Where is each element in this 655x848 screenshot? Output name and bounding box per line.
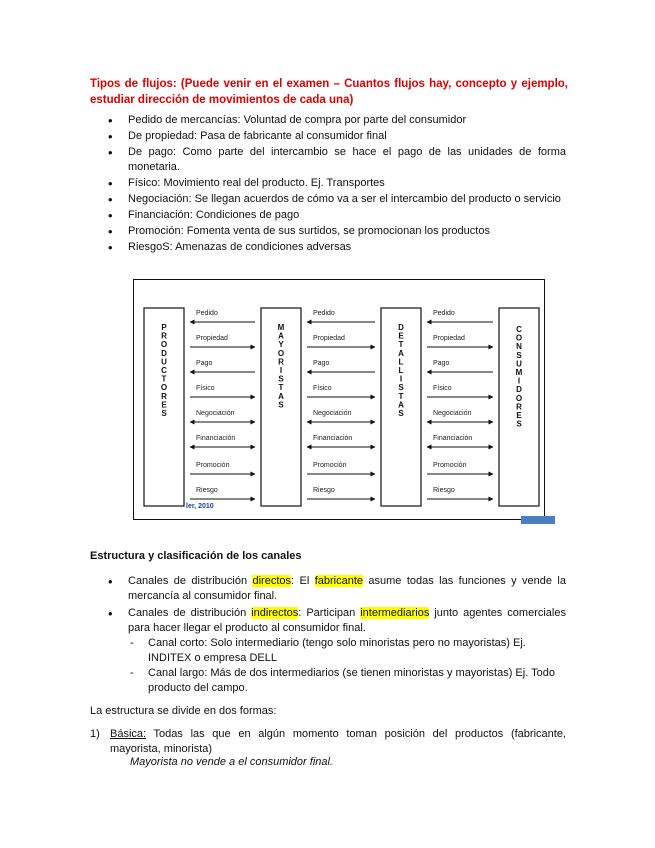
highlight-intermediarios: intermediarios [360, 607, 430, 619]
italic-note: Mayorista no vende a el consumidor final. [130, 756, 333, 768]
text-run: Canales de distribución [128, 575, 253, 587]
source-fragment: ler, 2010 [186, 503, 214, 510]
flow-label: Físico [313, 385, 332, 392]
entity-letter: R [516, 402, 522, 412]
text-run: : Participan [298, 607, 361, 619]
item-body [90, 727, 566, 757]
entity-letter: S [278, 400, 284, 410]
entity-letter: U [516, 359, 522, 369]
flow-label: Propiedad [313, 335, 345, 342]
entity-letter: E [161, 400, 167, 410]
flow-label: Propiedad [196, 335, 228, 342]
flow-label: Financiación [196, 435, 236, 442]
entity-letter: S [398, 383, 404, 393]
list-item: • Negociación: Se llegan acuerdos de cómo va a ser el intercambio del producto o servicio [108, 192, 566, 207]
entity-letter: S [398, 409, 404, 418]
entity-letter: D [398, 323, 404, 332]
entity-letter: N [516, 342, 522, 352]
entity-letter: C [516, 325, 522, 334]
flow-types-list [108, 113, 566, 256]
structure-intro: La estructura se divide en dos formas: [90, 705, 277, 717]
text-run: asume todas las funciones y vende la mercancía al consumidor final. [128, 575, 566, 602]
entity-letter: A [278, 391, 284, 401]
entity-letter: R [161, 391, 167, 401]
list-item [108, 574, 566, 604]
entity-letter: O [160, 383, 168, 393]
entity-letter: U [161, 357, 167, 367]
flow-label: Pedido [313, 310, 335, 317]
entity-letter: A [398, 348, 404, 358]
flow-types-heading: Tipos de flujos: (Puede venir en el examen – Cuantos flujos hay, concepto y ejemplo, estudiar dirección de movimientos de cada una) [90, 78, 568, 106]
flow-label: Pedido [196, 310, 218, 317]
highlight-indirectos: indirectos [251, 607, 299, 619]
entity-letter: Y [278, 340, 284, 350]
entity-letter: E [398, 331, 404, 341]
entity-letter: A [278, 331, 284, 341]
list-item [108, 606, 566, 696]
entity-letter: T [278, 383, 284, 393]
item-number: 1) [90, 728, 100, 740]
text-run: junto agentes comerciales para hacer llegar el producto al consumidor final. [128, 607, 566, 634]
list-item: • Financiación: Condiciones de pago [108, 208, 566, 223]
basic-structure-item [90, 727, 566, 757]
flow-label: Físico [433, 385, 452, 392]
entity-letter: I [517, 376, 521, 386]
sub-list [128, 636, 566, 696]
flow-label: Financiación [313, 435, 353, 442]
entity-letter: M [277, 323, 285, 332]
flow-label: Riesgo [313, 487, 335, 494]
entity-letter: S [161, 409, 167, 418]
entity-letter: I [399, 374, 403, 384]
flow-diagram [133, 279, 545, 520]
flow-label: Propiedad [433, 335, 465, 342]
entity-letter: L [398, 357, 404, 367]
list-item: • Físico: Movimiento real del producto. Ej. Transportes [108, 176, 566, 191]
entity-letter: E [516, 411, 522, 420]
entity-letter: I [279, 366, 283, 375]
flow-label: Riesgo [196, 487, 218, 494]
flow-label: Pago [313, 360, 330, 367]
entity-letter: S [516, 419, 522, 429]
entity-letter: S [278, 374, 284, 384]
flow-label: Financiación [433, 435, 473, 442]
list-item: • De pago: Como parte del intercambio se hace el pago de las unidades de forma monetaria. [108, 145, 566, 175]
flow-label: Pedido [433, 310, 455, 317]
entity-letter: P [161, 323, 167, 332]
flow-label: Riesgo [433, 487, 455, 494]
section-title: Estructura y clasificación de los canales [90, 550, 302, 562]
entity-letter: L [398, 366, 404, 375]
blue-accent-mark [521, 516, 555, 524]
text-run: : El [291, 575, 315, 587]
entity-letter: C [161, 366, 167, 375]
entity-letter: O [160, 340, 168, 350]
flow-label: Promoción [196, 462, 230, 469]
term-basica: Básica: [110, 728, 147, 740]
entity-letter: S [516, 350, 522, 360]
entity-letter: R [161, 331, 167, 341]
list-item: • De propiedad: Pasa de fabricante al consumidor final [108, 129, 566, 144]
flow-diagram-svg [134, 280, 546, 521]
entity-letter: O [515, 333, 523, 343]
flow-label: Negociación [313, 410, 352, 417]
text-run: Canales de distribución [128, 607, 252, 619]
entity-letter: M [515, 368, 523, 377]
list-item: • Pedido de mercancías: Voluntad de compra por parte del consumidor [108, 113, 566, 128]
entity-letter: T [161, 374, 167, 384]
entity-letter: D [161, 348, 167, 358]
flow-label: Pago [196, 360, 213, 367]
sub-list-item: - Canal corto: Solo intermediario (tengo solo minoristas pero no mayoristas) Ej. INDITEX o empresa DELL [128, 636, 566, 666]
flow-label: Promoción [433, 462, 467, 469]
flow-label: Promoción [313, 462, 347, 469]
highlight-directos: directos [252, 575, 292, 587]
flow-label: Negociación [196, 410, 235, 417]
entity-letter: O [277, 348, 285, 358]
flow-label: Físico [196, 385, 215, 392]
text-run: Todas las que en algún momento toman posición del productos (fabricante, mayorista, minorista) [110, 728, 566, 755]
entity-letter: D [516, 385, 522, 395]
list-item: • Promoción: Fomenta venta de sus surtidos, se promocionan los productos [108, 224, 566, 239]
list-item: • RiesgoS: Amenazas de condiciones adversas [108, 240, 566, 255]
flow-label: Pago [433, 360, 450, 367]
entity-letter: T [398, 340, 404, 350]
entity-letter: T [398, 391, 404, 401]
sub-list-item: - Canal largo: Más de dos intermediarios (se tienen minoristas y mayoristas) Ej. Todo producto del campo. [128, 666, 566, 696]
entity-letter: A [398, 400, 404, 410]
flow-label: Negociación [433, 410, 472, 417]
channel-list [108, 574, 566, 698]
entity-letter: R [278, 357, 284, 367]
entity-letter: O [515, 393, 523, 403]
highlight-fabricante: fabricante [314, 575, 363, 587]
